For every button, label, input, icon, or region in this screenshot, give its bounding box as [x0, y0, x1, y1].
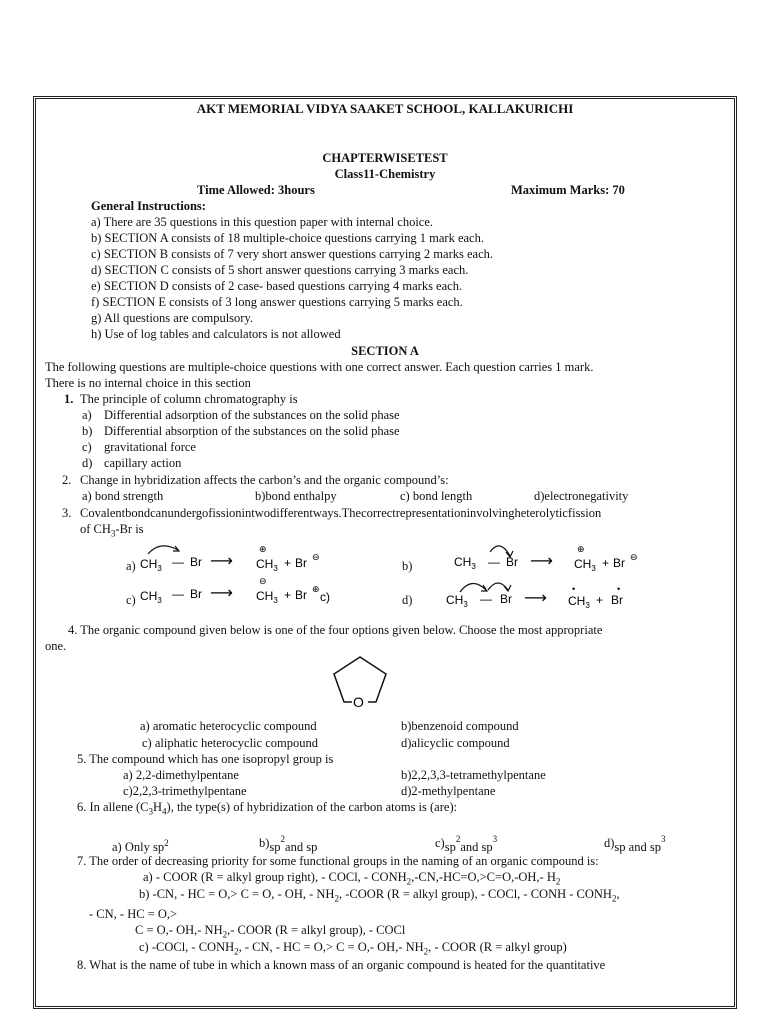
- svg-text:•: •: [572, 584, 576, 594]
- svg-text:⟶: ⟶: [524, 590, 547, 607]
- svg-text:CH3: $CH_3$: [140, 589, 162, 605]
- q2-number: 2.: [62, 473, 72, 487]
- tetrahydrofuran-ring: [330, 652, 390, 710]
- section-a-title: SECTION A: [351, 344, 419, 358]
- q2-option-a: a) bond strength: [82, 489, 164, 503]
- time-allowed: Time Allowed: 3hours: [197, 183, 315, 197]
- q1-text: The principle of column chromatography is: [80, 392, 298, 406]
- q6-option-b: $b)sp^2and$ sp: [259, 834, 318, 855]
- q4-option-d: d)alicyclic compound: [401, 736, 510, 750]
- q1-option-a: Differential adsorption of the substances on the solid phase: [104, 408, 400, 422]
- svg-text:Br: Br: [506, 555, 518, 569]
- q3-number: 3.: [62, 506, 72, 520]
- q4-text-line2: one.: [45, 639, 67, 653]
- q5-option-b: b)2,2,3,3-tetramethylpentane: [401, 768, 546, 782]
- maximum-marks: Maximum Marks: 70: [511, 183, 625, 197]
- instruction-item: h) Use of log tables and calculators is not allowed: [91, 327, 341, 341]
- svg-text:CH3: $CH_3$: [454, 555, 476, 571]
- q3-option-d-label: d): [402, 593, 413, 607]
- q1-option-d-label: d): [82, 456, 93, 470]
- q7-option-b: b) -CN, - HC = O,> C = O, - OH, - $NH_2$, -COOR (R = alkyl group), - COCl, - CONH - $CONH_2$,: [139, 887, 620, 904]
- svg-text:Br: Br: [190, 587, 202, 601]
- q3-equation-c: [138, 572, 348, 612]
- section-a-intro: The following questions are multiple-choice questions with one correct answer. Each question carries 1 mark.: [45, 360, 594, 374]
- q1-number: 1.: [64, 392, 74, 406]
- q7-option-b-cont2: C = O,- OH,- $NH_2,-$ COOR (R = alkyl group), - COCl: [135, 923, 406, 940]
- q5-option-a: a) 2,2-dimethylpentane: [123, 768, 239, 782]
- svg-text:—: —: [172, 587, 184, 601]
- svg-text:Br: Br: [613, 556, 625, 570]
- svg-text:O: O: [353, 694, 364, 710]
- svg-text:⊕: ⊕: [259, 544, 267, 554]
- q3-option-c-label: c): [126, 593, 136, 607]
- q1-option-c: gravitational force: [104, 440, 196, 454]
- q1-option-b: Differential absorption of the substances on the solid phase: [104, 424, 400, 438]
- svg-text:CH3: $CH_3$: [140, 557, 162, 573]
- instruction-item: d) SECTION C consists of 5 short answer questions carrying 3 marks each.: [91, 263, 469, 277]
- q3-option-a-label: a): [126, 559, 136, 573]
- instruction-item: g) All questions are compulsory.: [91, 311, 254, 325]
- svg-text:—: —: [488, 555, 500, 569]
- svg-text:c): c): [320, 590, 330, 604]
- svg-text:CH3: $CH_3$: [256, 557, 278, 573]
- svg-text:—: —: [480, 592, 492, 606]
- svg-text:CH3: $CH_3$: [568, 594, 590, 610]
- svg-text:⊕: ⊕: [312, 584, 320, 594]
- section-a-intro-2: There is no internal choice in this section: [45, 376, 251, 390]
- svg-text:+: +: [596, 593, 604, 607]
- class-title: Class11-Chemistry: [334, 167, 436, 181]
- svg-text:⊖: ⊖: [259, 576, 267, 586]
- svg-text:⊖: ⊖: [312, 552, 320, 562]
- svg-text:CH3: $CH_3$: [256, 589, 278, 605]
- svg-text:+: +: [284, 556, 292, 570]
- svg-text:Br: Br: [500, 592, 512, 606]
- q1-option-b-label: b): [82, 424, 93, 438]
- svg-text:Br: Br: [295, 556, 307, 570]
- svg-text:Br: Br: [611, 593, 623, 607]
- q3-option-b-label: b): [402, 559, 413, 573]
- instruction-item: f) SECTION E consists of 3 long answer questions carrying 5 marks each.: [91, 295, 463, 309]
- svg-text:—: —: [172, 555, 184, 569]
- svg-text:+: +: [602, 556, 610, 570]
- q3-equation-d: [444, 574, 654, 614]
- instruction-item: b) SECTION A consists of 18 multiple-choice questions carrying 1 mark each.: [91, 231, 484, 245]
- svg-text:Br: Br: [295, 588, 307, 602]
- q6-option-d: d)sp and $sp^3$: [604, 834, 666, 855]
- svg-text:⟶: ⟶: [530, 553, 553, 570]
- q1-option-d: capillary action: [104, 456, 182, 470]
- instruction-item: a) There are 35 questions in this question paper with internal choice.: [91, 215, 434, 229]
- q7-option-a: a) - COOR (R = alkyl group right), - COCl, - $CONH_2,-CN,-HC=O,>C=O,-OH,-$ $H_2$: [143, 870, 561, 887]
- q6-text: 6. In allene $(C_3H_4)$, the type(s) of hybridization of the carbon atoms is (are):: [77, 800, 458, 817]
- q6-option-a: a) Only $sp^2$: [112, 838, 169, 855]
- q2-text: Change in hybridization affects the carbon’s and the organic compound’s:: [80, 473, 449, 487]
- q2-option-d: d)electronegativity: [534, 489, 629, 503]
- q7-option-b-cont: - CN, - HC = O,>: [89, 907, 178, 921]
- instructions-title: General Instructions:: [91, 199, 206, 213]
- q4-text: 4. The organic compound given below is one of the four options given below. Choose the most appropriate: [68, 623, 603, 637]
- q6-option-c: $c)sp^2and$ $sp^3$: [435, 834, 498, 855]
- svg-text:⊕: ⊕: [577, 544, 585, 554]
- instruction-item: e) SECTION D consists of 2 case- based questions carrying 4 marks each.: [91, 279, 463, 293]
- q5-text: 5. The compound which has one isopropyl group is: [77, 752, 334, 766]
- q8-text: 8. What is the name of tube in which a known mass of an organic compound is heated for the quantitative: [77, 958, 606, 972]
- q4-option-a: a) aromatic heterocyclic compound: [140, 719, 317, 733]
- q7-text: 7. The order of decreasing priority for some functional groups in the naming of an organic compound is:: [77, 854, 599, 868]
- svg-text:•: •: [617, 584, 621, 594]
- svg-text:Br: Br: [190, 555, 202, 569]
- svg-text:CH3: $CH_3$: [446, 593, 468, 609]
- test-title: CHAPTERWISETEST: [322, 151, 448, 165]
- q5-option-c: c)2,2,3-trimethylpentane: [123, 784, 247, 798]
- q3-equation-b: [450, 538, 650, 578]
- q5-option-d: d)2-methylpentane: [401, 784, 496, 798]
- svg-text:⊖: ⊖: [630, 552, 638, 562]
- q7-option-c: c) -COCl, - $CONH_2$, - CN, - HC = O,> C = O,- OH,- $NH_2$, - COOR (R = alkyl group): [139, 940, 567, 957]
- svg-text:CH3: $CH_3$: [574, 557, 596, 573]
- q3-text-line2: of $CH_3-Br$ is: [80, 522, 144, 539]
- svg-text:⟶: ⟶: [210, 553, 233, 570]
- school-title: AKT MEMORIAL VIDYA SAAKET SCHOOL, KALLAKURICHI: [196, 101, 574, 116]
- svg-text:⟶: ⟶: [210, 585, 233, 602]
- q1-option-a-label: a): [82, 408, 92, 422]
- q4-option-b: b)benzenoid compound: [401, 719, 519, 733]
- q2-option-c: c) bond length: [400, 489, 473, 503]
- q1-option-c-label: c): [82, 440, 92, 454]
- q4-option-c: c) aliphatic heterocyclic compound: [142, 736, 318, 750]
- q2-option-b: b)bond enthalpy: [255, 489, 337, 503]
- instruction-item: c) SECTION B consists of 7 very short answer questions carrying 2 marks each.: [91, 247, 493, 261]
- svg-text:+: +: [284, 588, 292, 602]
- q3-text: Covalentbondcanundergofissionintwodifferentways.Thecorrectrepresentationinvolvingheterolyticfission: [80, 506, 602, 520]
